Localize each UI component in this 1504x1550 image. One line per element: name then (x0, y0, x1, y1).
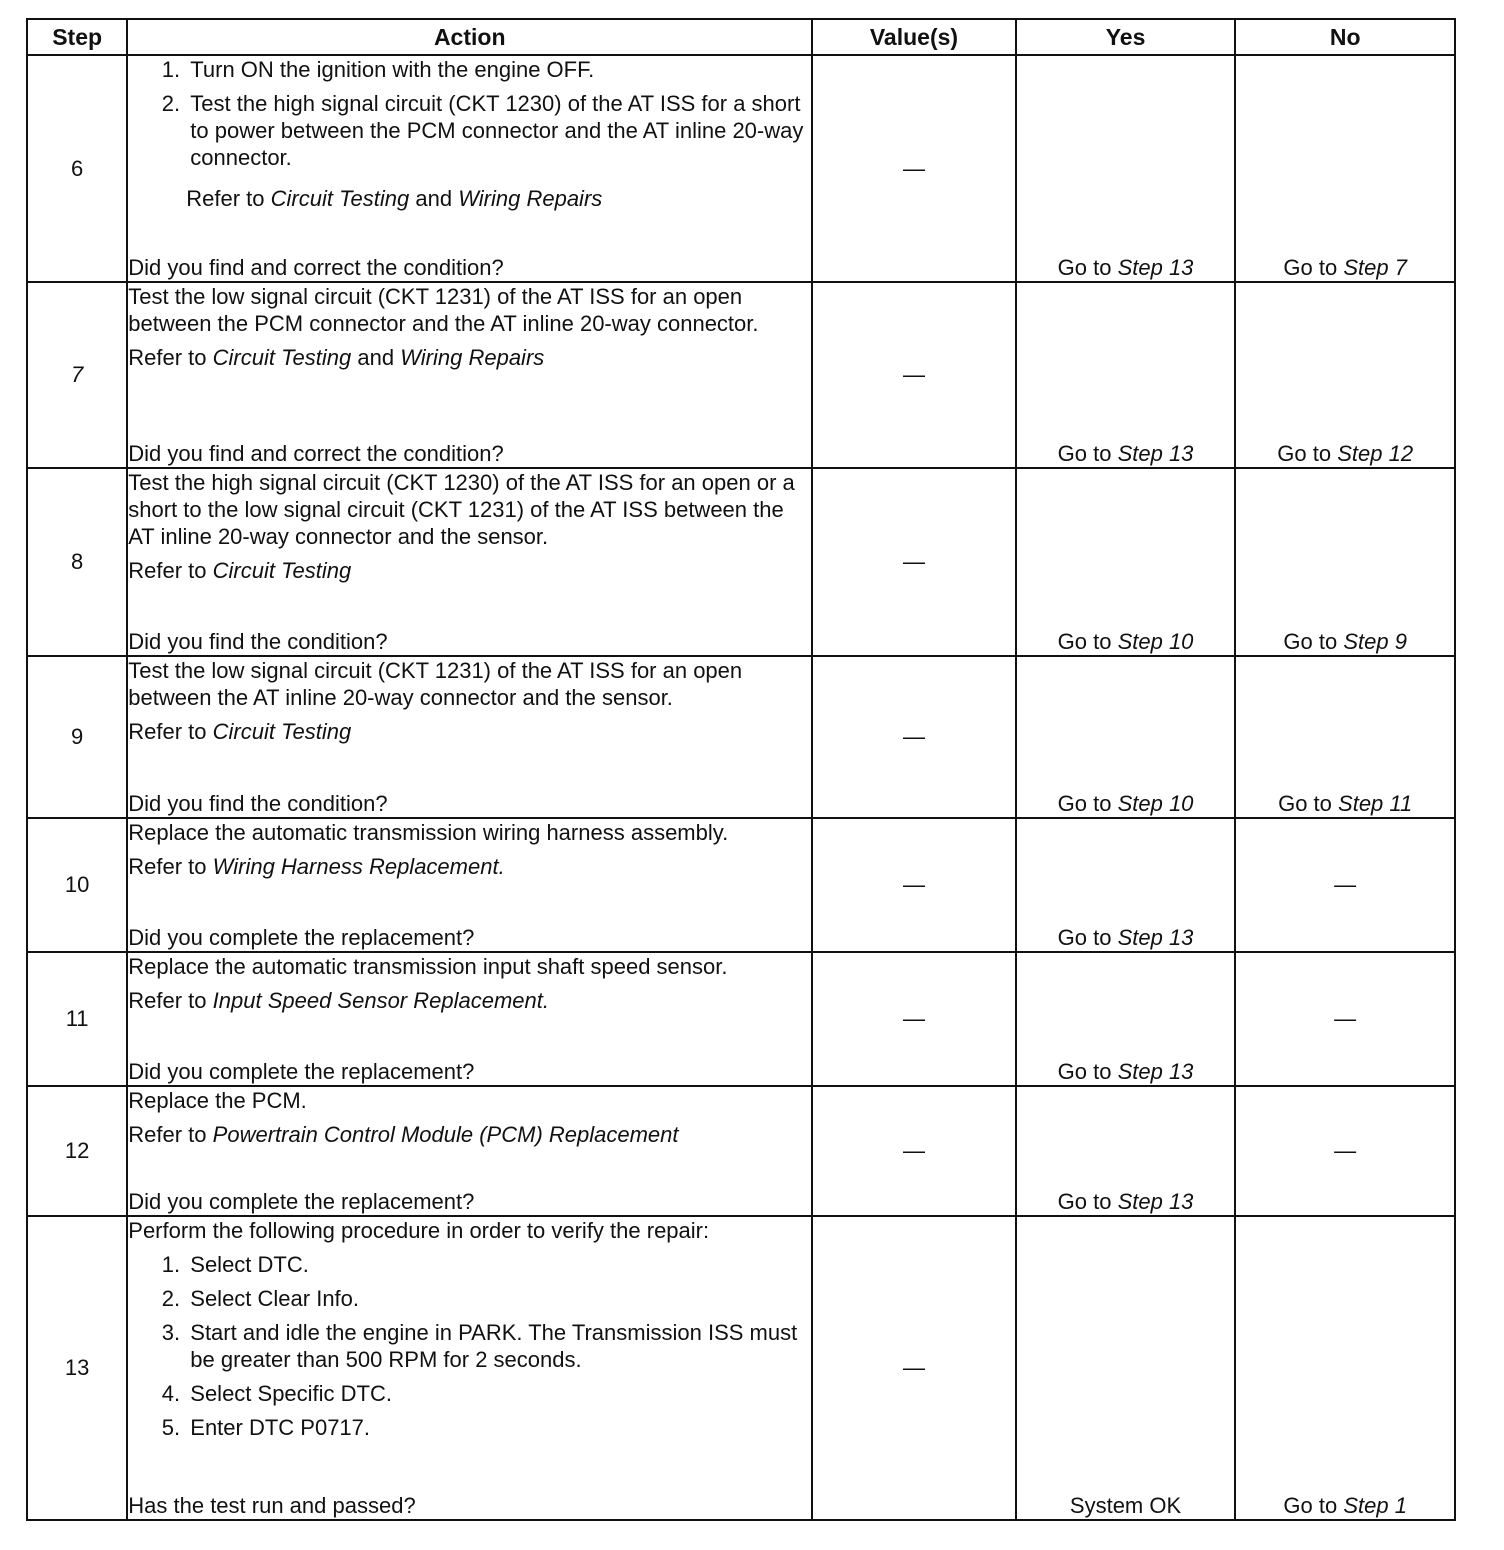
no-dash: — (1334, 872, 1357, 897)
yes-link[interactable]: Step 10 (1117, 791, 1194, 816)
list-item: 2. Test the high signal circuit (CKT 1230) of the AT ISS for a short to power between the PCM connector and the AT inline 20-way connector. (186, 90, 811, 171)
action-cell (127, 282, 812, 468)
action-list (128, 56, 811, 178)
no-cell (1235, 55, 1455, 282)
refer-line (128, 557, 811, 584)
action-text: Perform the following procedure in order to verify the repair: (128, 1218, 710, 1243)
refer-and: and (415, 186, 453, 211)
no-cell (1235, 1086, 1455, 1216)
yes-prefix: Go to (1057, 441, 1112, 466)
yes-cell (1016, 55, 1236, 282)
yes-prefix: Go to (1057, 255, 1112, 280)
no-dash: — (1334, 1006, 1357, 1031)
value-cell (812, 1216, 1016, 1520)
value-cell (812, 1086, 1016, 1216)
yes-link[interactable]: Step 13 (1117, 1059, 1194, 1084)
no-link[interactable]: Step 11 (1338, 791, 1413, 816)
yes-link[interactable]: Step 13 (1117, 441, 1194, 466)
question: Did you find the condition? (128, 629, 388, 654)
yes-link[interactable]: Step 13 (1117, 255, 1194, 280)
refer-line (128, 344, 811, 371)
refer-prefix: Refer to (186, 186, 265, 211)
reference-link[interactable]: Circuit Testing (212, 345, 352, 370)
action-cell (127, 656, 812, 818)
reference-link[interactable]: Input Speed Sensor Replacement. (212, 988, 549, 1013)
yes-prefix: Go to (1057, 1059, 1112, 1084)
no-prefix: Go to (1283, 629, 1338, 654)
action-list (128, 1251, 811, 1448)
value-cell (812, 55, 1016, 282)
action-cell (127, 468, 812, 656)
yes-prefix: Go to (1057, 629, 1112, 654)
step-number: 13 (27, 1216, 127, 1520)
step-number: 12 (27, 1086, 127, 1216)
action-text: Test the low signal circuit (CKT 1231) of the AT ISS for an open between the AT inline 20-way connector and the sensor. (128, 658, 743, 710)
value-cell (812, 468, 1016, 656)
question: Did you complete the replacement? (128, 925, 475, 950)
reference-link[interactable]: Circuit Testing (270, 186, 410, 211)
diagnostic-table (26, 18, 1456, 1521)
yes-link[interactable]: Step 13 (1117, 925, 1194, 950)
header-row (27, 19, 1455, 55)
yes-cell (1016, 468, 1236, 656)
list-item: 4. Select Specific DTC. (186, 1380, 811, 1407)
list-item: 5. Enter DTC P0717. (186, 1414, 811, 1441)
value-dash: — (902, 1006, 925, 1031)
value-dash: — (902, 1355, 925, 1380)
yes-cell (1016, 818, 1236, 952)
yes-cell (1016, 1086, 1236, 1216)
header-step: Step (27, 19, 127, 55)
table-row (27, 1216, 1455, 1520)
value-cell (812, 818, 1016, 952)
action-cell (127, 1216, 812, 1520)
action-text: Test the low signal circuit (CKT 1231) of the AT ISS for an open between the PCM connector and the AT inline 20-way connector. (128, 284, 759, 336)
no-dash: — (1334, 1138, 1357, 1163)
yes-cell (1016, 952, 1236, 1086)
yes-prefix: Go to (1057, 791, 1112, 816)
no-prefix: Go to (1277, 441, 1332, 466)
refer-prefix: Refer to (128, 988, 207, 1013)
list-item: 3. Start and idle the engine in PARK. The Transmission ISS must be greater than 500 RPM for 2 seconds. (186, 1319, 811, 1373)
yes-cell (1016, 656, 1236, 818)
no-link[interactable]: Step 1 (1343, 1493, 1407, 1518)
value-cell (812, 656, 1016, 818)
question: Did you find and correct the condition? (128, 441, 504, 466)
yes-link[interactable]: Step 13 (1117, 1189, 1194, 1214)
refer-prefix: Refer to (128, 854, 207, 879)
list-item: 1. Turn ON the ignition with the engine OFF. (186, 56, 811, 83)
no-prefix: Go to (1283, 1493, 1338, 1518)
yes-prefix: Go to (1057, 1189, 1112, 1214)
yes-cell (1016, 282, 1236, 468)
step-number: 6 (27, 55, 127, 282)
value-dash: — (902, 549, 925, 574)
value-dash: — (902, 362, 925, 387)
header-action: Action (127, 19, 812, 55)
question: Did you find and correct the condition? (128, 255, 504, 280)
value-dash: — (902, 724, 925, 749)
refer-prefix: Refer to (128, 345, 207, 370)
no-link[interactable]: Step 7 (1343, 255, 1407, 280)
question: Did you find the condition? (128, 791, 388, 816)
no-link[interactable]: Step 9 (1343, 629, 1407, 654)
action-text: Replace the automatic transmission input shaft speed sensor. (128, 954, 728, 979)
value-cell (812, 282, 1016, 468)
step-number: 8 (27, 468, 127, 656)
question: Did you complete the replacement? (128, 1189, 475, 1214)
refer-line (128, 1121, 811, 1148)
table-row (27, 55, 1455, 282)
action-text: Replace the automatic transmission wiring harness assembly. (128, 820, 729, 845)
header-values: Value(s) (812, 19, 1016, 55)
no-cell (1235, 282, 1455, 468)
header-yes: Yes (1016, 19, 1236, 55)
table-row (27, 1086, 1455, 1216)
action-cell (127, 952, 812, 1086)
no-cell (1235, 656, 1455, 818)
yes-cell (1016, 1216, 1236, 1520)
reference-link[interactable]: Circuit Testing (212, 719, 352, 744)
refer-and: and (357, 345, 395, 370)
reference-link[interactable]: Wiring Harness Replacement. (212, 854, 505, 879)
reference-link[interactable]: Wiring Repairs (458, 186, 603, 211)
action-text: Test the high signal circuit (CKT 1230) of the AT ISS for an open or a short to the low signal circuit (CKT 1231) of the AT ISS between the AT inline 20-way connector and the sensor. (128, 470, 795, 549)
step-number: 7 (27, 282, 127, 468)
question: Did you complete the replacement? (128, 1059, 475, 1084)
value-dash: — (902, 155, 925, 181)
step-number: 11 (27, 952, 127, 1086)
table-row (27, 468, 1455, 656)
refer-line (186, 185, 811, 212)
table-row (27, 818, 1455, 952)
no-prefix: Go to (1283, 255, 1338, 280)
table-row (27, 282, 1455, 468)
action-cell (127, 818, 812, 952)
no-cell (1235, 1216, 1455, 1520)
reference-link[interactable]: Powertrain Control Module (PCM) Replacement (212, 1122, 679, 1147)
value-dash: — (902, 872, 925, 897)
list-item: 1. Select DTC. (186, 1251, 811, 1278)
reference-link[interactable]: Wiring Repairs (400, 345, 545, 370)
action-cell (127, 55, 812, 282)
refer-line (128, 853, 811, 880)
refer-prefix: Refer to (128, 558, 207, 583)
no-cell (1235, 818, 1455, 952)
reference-link[interactable]: Circuit Testing (212, 558, 352, 583)
question: Has the test run and passed? (128, 1493, 416, 1518)
table-row (27, 656, 1455, 818)
refer-line (128, 987, 811, 1014)
no-cell (1235, 468, 1455, 656)
no-cell (1235, 952, 1455, 1086)
action-text: Replace the PCM. (128, 1088, 307, 1113)
refer-prefix: Refer to (128, 1122, 207, 1147)
list-item: 2. Select Clear Info. (186, 1285, 811, 1312)
yes-link[interactable]: Step 10 (1117, 629, 1194, 654)
value-cell (812, 952, 1016, 1086)
refer-line (128, 718, 811, 745)
refer-prefix: Refer to (128, 719, 207, 744)
table-row (27, 952, 1455, 1086)
yes-prefix: Go to (1057, 925, 1112, 950)
action-cell (127, 1086, 812, 1216)
step-number: 9 (27, 656, 127, 818)
yes-text: System OK (1069, 1493, 1182, 1518)
value-dash: — (902, 1138, 925, 1163)
header-no: No (1235, 19, 1455, 55)
no-prefix: Go to (1278, 791, 1332, 816)
no-link[interactable]: Step 12 (1337, 441, 1414, 466)
step-number: 10 (27, 818, 127, 952)
